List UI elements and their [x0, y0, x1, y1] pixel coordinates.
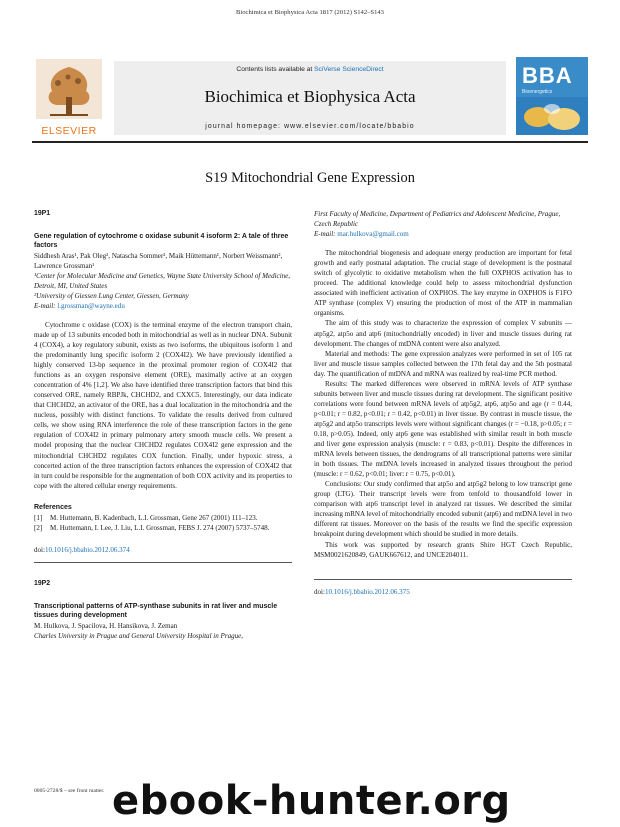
email-link[interactable]: mar.hulkova@gmail.com — [337, 230, 409, 239]
reference-number: [2] — [34, 523, 43, 532]
contents-prefix: Contents lists available at — [236, 66, 315, 73]
email-line — [314, 229, 572, 239]
email-line — [34, 301, 292, 311]
doi-line — [314, 587, 572, 597]
homepage-line — [114, 123, 506, 130]
elsevier-tree-emblem — [32, 57, 106, 123]
reference-number: [1] — [34, 513, 43, 522]
doi-link[interactable]: 10.1016/j.bbabio.2012.06.375 — [324, 587, 410, 596]
body-paragraph: The aim of this study was to characterize the expression of complex V subunits — atp5g2, atp5o and atp6 (mitochondrially encoded) in liver and muscle tissues during rat development. The changes of mtDNA content were also analyzed. — [314, 319, 572, 348]
abstract-divider — [34, 562, 292, 563]
abstract-title: Gene regulation of cytochrome c oxidase subunit 4 isoform 2: A tale of three factors — [34, 233, 289, 250]
cover-title: BBA — [522, 63, 573, 88]
sciencedirect-link[interactable]: SciVerse ScienceDirect — [314, 66, 384, 73]
homepage-link[interactable]: www.elsevier.com/locate/bbabio — [284, 123, 415, 130]
body-paragraph: The mitochondrial biogenesis and adequate energy production are important for fetal growth and early postnatal adaptation. The crucial stage of development is the postnatal switch of glycolytic to oxidative metabolism when the full OXPHOS activation has to proceed. The additional knowledge could help to assess mitochondrial dysfunction associated with inefficient activation of OXPHOS. The key enzyme in OXPHOS is F1FO ATP synthase (complex V) ensuring the production of most of the ATP in mammalian organisms. — [314, 249, 572, 318]
doi-label: doi: — [34, 545, 45, 554]
section-title: S19 Mitochondrial Gene Expression — [205, 170, 415, 186]
journal-cover — [516, 57, 588, 135]
body-paragraph: This work was supported by research grants Shire HGT Czech Republic, MSM0021620849, GAUK667612, and UNCE204011. — [314, 540, 572, 559]
doi-line — [34, 545, 292, 555]
journal-title: Biochimica et Biophysica Acta — [204, 87, 416, 106]
watermark: ebook-hunter.org — [112, 778, 511, 824]
reference-item — [34, 513, 292, 523]
cover-subtitle: Bioenergetics — [522, 89, 553, 95]
abstract-id: 19P2 — [34, 579, 51, 587]
elsevier-logo — [32, 57, 106, 137]
references-heading: References — [34, 503, 72, 511]
email-link[interactable]: l.grossman@wayne.edu — [57, 301, 125, 310]
abstract-id: 19P1 — [34, 210, 51, 217]
reference-text: M. Huttemann, I. Lee, J. Liu, L.I. Grossman, FEBS J. 274 (2007) 5737–5748. — [50, 523, 270, 532]
journal-masthead — [32, 57, 588, 137]
column-end-divider — [314, 579, 572, 580]
affiliation-1: Charles University in Prague and General University Hospital in Prague, — [34, 631, 244, 640]
front-matter-note: 0005-2728/$ – see front matter. — [34, 788, 105, 794]
abstract-authors: Siddhesh Aras¹, Pak Oleg², Natascha Sommer², Maik Hüttemann¹, Norbert Weissmann², Lawrence Grossman¹ — [34, 251, 283, 270]
email-label: E-mail: — [34, 301, 58, 310]
affiliation-2: ²University of Giessen Lung Center, Giessen, Germany — [34, 291, 189, 300]
email-label: E-mail: — [314, 230, 338, 239]
masthead-rule — [32, 141, 588, 143]
body-paragraph: Results: The marked differences were observed in mRNA levels of ATP synthase subunits between liver and muscle tissues during rat development. The significant positive correlations were found between mRNA levels of atp5g2, atp6, atp5o and age (r = 0.44, p<0.01; r = 0.82, p<0.01; r = 0.42, p<0.01) in liver tissue. By contrast in muscle tissue, the atp5g2 and atp5o transcripts levels were without significant changes (r = −0.18, p>0.05; r = 0.18, p>0.05). Indeed, only atp6 gene was established with similar result in both muscle and liver gene expression analysis (muscle: r = 0.83, p<0.01). Despite the differences in mRNA levels between tissues, the dendrograms of all transcriptional patterns were similar in both tissues. The mtDNA levels increased in analyzed tissues throughout the period (muscle: r = 0.62, p<0.01; liver: r = 0.75, p<0.01). — [314, 379, 572, 479]
body-paragraph: Conclusions: Our study confirmed that atp5o and atp5g2 belong to low transcript gene group (LTG). Their transcript levels were from tenfold to thousandfold lower in comparison with atp6 transcript level in analyzed rat tissues. We described the similar increasing mRNA level of mitochondrially encoded subunit (atp6) and mtDNA level in two different rat tissues. Moreover on the basis of the results we find the specific expression breakpoint during development which should be studied in more details. — [314, 480, 572, 539]
cover-illustration — [516, 97, 588, 135]
abstract-title: Transcriptional patterns of ATP-synthase subunits in rat liver and muscle tissues during development — [34, 602, 278, 620]
left-column — [34, 209, 292, 641]
elsevier-wordmark: ELSEVIER — [41, 125, 97, 137]
doi-link[interactable]: 10.1016/j.bbabio.2012.06.374 — [44, 545, 130, 554]
homepage-prefix: journal homepage: — [205, 123, 285, 130]
reference-text: M. Huttemann, B. Kadenbach, L.I. Grossman, Gene 267 (2001) 111–123. — [50, 513, 258, 522]
affiliation-continued: First Faculty of Medicine, Department of Pediatrics and Adolescent Medicine, Prague, Czech Republic — [314, 210, 561, 229]
abstract-authors: M. Hulkova, J. Spacilova, H. Hansikova, J. Zeman — [34, 621, 178, 630]
contents-line — [114, 66, 506, 73]
doi-label: doi: — [314, 587, 325, 596]
body-paragraph: Material and methods: The gene expression analyzes were performed in set of 105 rat liver and muscle tissue samples collected between the 17th fetal day and the 5th postnatal day. The quantification of mtDNA and mRNA was realized by real-time PCR method. — [314, 349, 572, 378]
right-column — [314, 209, 572, 597]
reference-item — [34, 523, 292, 533]
running-head: Biochimica et Biophysica Acta 1817 (2012) S142–S143 — [236, 9, 384, 16]
affiliation-1: ¹Center for Molecular Medicine and Genetics, Wayne State University School of Medicine, Detroit, MI, United States — [34, 271, 291, 290]
journal-info-box — [114, 61, 506, 135]
abstract-body: Cytochrome c oxidase (COX) is the terminal enzyme of the electron transport chain, made up of 13 subunits encoded both in mitochondrial as well as in nuclear DNA. Subunit 4 (COX4), a key regulatory subunit, exists as two isoforms, the ubiquitous isoform 1 and the predominantly lung specific isoform 2 (COX4I2). We have previously identified a highly conserved 13-bp sequence in the proximal promoter region of COX4I2 that functions as an oxygen responsive element (ORE), maximally active at an oxygen concentration of 4% [1,2]. We also have identified three transcription factors that bind this conserved ORE, namely RBPJk, CHCHD2, and CXXC5. Interestingly, our data indicate that CHCHD2, an activator of the ORE, has a dual localization in the mitochondria and the nucleus, possibly with distinct functions. To validate the results derived from cultured cells, we show using RNA interference the role of these transcription factors in the gene regulation of COX4I2 in primary pulmonary artery smooth muscle cells. We present a model proposing that the nuclear CHCHD2 regulates COX4I2 gene expression and the mitochondrial CHCHD2 regulates COX function. Finally, under hypoxic stress, a concerted action of the three transcription factors enhances the expression of COX4I2 that in turn could be responsible for the augmentation of both COX activity and its properties to cope with the altered cellular energy requirements. — [34, 320, 292, 490]
